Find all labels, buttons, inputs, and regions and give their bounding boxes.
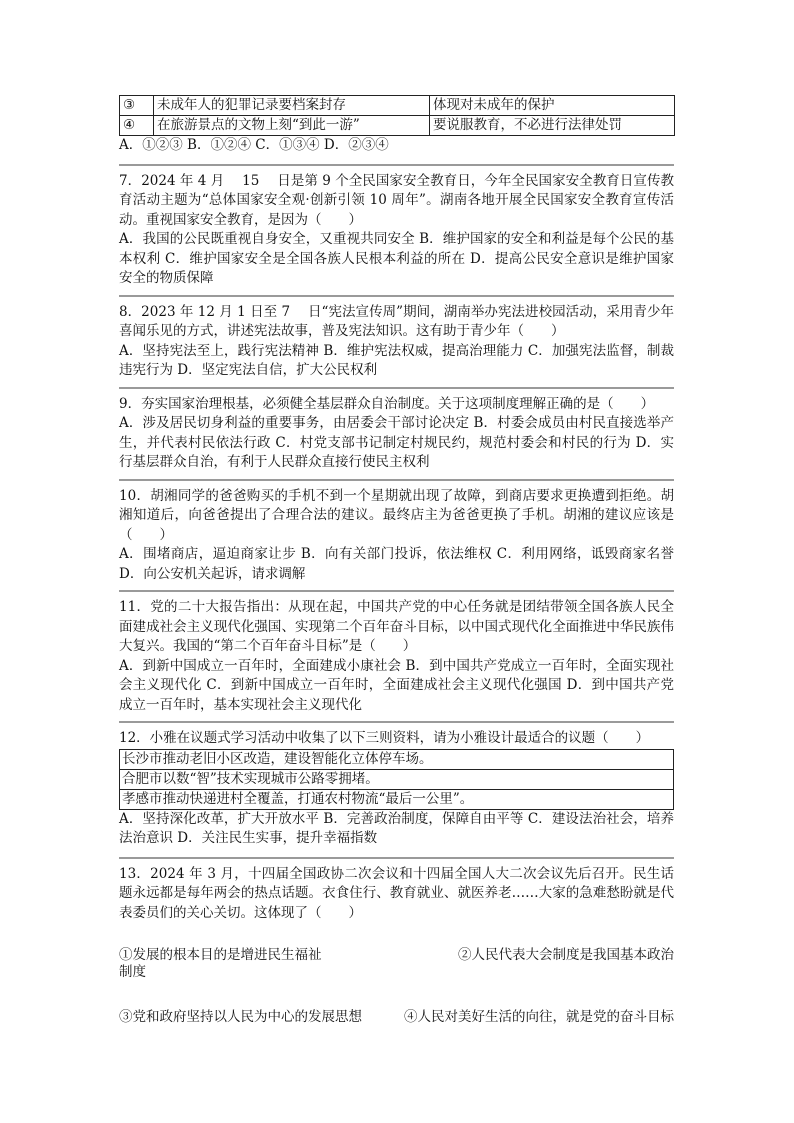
- material-text: 孝感市推动快递进村全覆盖，打通农村物流“最后一公里”。: [120, 789, 674, 809]
- material-row: [120, 789, 674, 809]
- question-options: A．围堵商店，逼迫商家让步 B．向有关部门投诉，依法维权 C．利用网络，诋毁商家名誉 D．向公安机关起诉，请求调解: [119, 546, 674, 582]
- question-options: A．坚持宪法至上，践行宪法精神 B．维护宪法权威，提高治理能力 C．加强宪法监督，制裁违宪行为 D．坚定宪法自信，扩大公民权利: [119, 342, 674, 378]
- material-row: [120, 749, 674, 769]
- question-stem: 12．小雅在议题式学习活动中收集了以下三则资料，请为小雅设计最适合的议题（ ）: [119, 730, 650, 746]
- table-row: [120, 116, 675, 136]
- question-options: A．涉及居民切身利益的重要事务，由居委会干部讨论决定 B．村委会成员由村民直接选举产生，并代表村民依法行政 C．村党支部书记制定村规民约，规范村委会和村民的行为 D．实行基层群众自治，有利于人民群众直接行使民主权利: [119, 415, 674, 470]
- question-7: [119, 164, 674, 289]
- question-stem: 13．2024 年 3 月，十四届全国政协二次会议和十四届全国人大二次会议先后召开。民生话题永远都是每年两会的热点话题。衣食住行、教育就业、就医养老……大家的急难愁盼就是代表委员们的关心关切。这体现了（ ）: [119, 865, 674, 921]
- choice-row-2: [119, 1005, 674, 1025]
- row-comment: 体现对未成年的保护: [430, 96, 675, 116]
- top-table-options: A．①②③ B．①②④ C．①③④ D．②③④: [119, 137, 389, 153]
- row-number: ③: [120, 96, 154, 116]
- question-options: A．我国的公民既重视自身安全，又重视共同安全 B．维护国家的安全和利益是每个公民的基本权利 C．维护国家安全是全国各族人民根本利益的所在 D．提高公民安全意识是维护国家安全的物质保障: [119, 231, 674, 286]
- question-stem: 9．夯实国家治理根基，必须健全基层群众自治制度。关于这项制度理解正确的是（ ）: [119, 395, 655, 412]
- choice-item-2-continued: 制度: [119, 964, 146, 980]
- row-comment: 要说服教育，不必进行法律处罚: [430, 116, 675, 136]
- page-content: [119, 95, 674, 1025]
- materials-table: [119, 749, 674, 810]
- top-table: [119, 95, 675, 136]
- material-row: [120, 769, 674, 789]
- choice-item-1: ①发展的根本目的是增进民生福祉: [119, 947, 322, 963]
- material-text: 长沙市推动老旧小区改造，建设智能化立体停车场。: [120, 749, 674, 769]
- choice-item-2: ②人民代表大会制度是我国基本政治: [458, 947, 674, 963]
- question-options: A．坚持深化改革，扩大开放水平 B．完善政治制度，保障自由平等 C．建设法治社会，培养法治意识 D．关注民生实事，提升幸福指数: [119, 810, 674, 846]
- question-8: [119, 295, 674, 381]
- question-stem: 8．2023 年 12 月 1 日至 7 日“宪法宣传周”期间，湖南举办宪法进校园活动，采用青少年喜闻乐见的方式，讲述宪法故事，普及宪法知识。这有助于青少年（ ）: [119, 303, 674, 339]
- table-row: [120, 96, 675, 116]
- question-9: [119, 387, 674, 473]
- material-text: 合肥市以数“智”技术实现城市公路零拥堵。: [120, 769, 674, 789]
- question-12: [119, 721, 674, 849]
- question-options: A．到新中国成立一百年时，全面建成小康社会 B．到中国共产党成立一百年时，全面实现社会主义现代化 C．到新中国成立一百年时，全面建成社会主义现代化强国 D．到中国共产党成立一百年时，基本实现社会主义现代化: [119, 657, 674, 713]
- choice-item-3: ③党和政府坚持以人民为中心的发展思想: [119, 1008, 362, 1025]
- question-stem: 11．党的二十大报告指出：从现在起，中国共产党的中心任务就是团结带领全国各族人民全面建成社会主义现代化强国、实现第二个百年奋斗目标，以中国式现代化全面推进中华民族伟大复兴。我国的“第二个百年奋斗目标”是（ ）: [119, 599, 674, 654]
- row-action: 在旅游景点的文物上刻“到此一游”: [154, 116, 430, 136]
- question-11: [119, 590, 674, 715]
- choice-row-1: [119, 943, 674, 963]
- question-10: [119, 479, 674, 585]
- question-stem: 10．胡湘同学的爸爸购买的手机不到一个星期就出现了故障，到商店要求更换遭到拒绝。胡湘知道后，向爸爸提出了合理合法的建议。最终店主为爸爸更换了手机。胡湘的建议应该是（ ）: [119, 487, 674, 543]
- question-stem: 7．2024 年 4 月 15 日是第 9 个全民国家安全教育日，今年全民国家安全教育日宣传教育活动主题为“总体国家安全观·创新引领 10 周年”。湖南各地开展全民国家安全教育宣传活动。重视国家安全教育，是因为（ ）: [119, 172, 674, 228]
- row-action: 未成年人的犯罪记录要档案封存: [154, 96, 430, 116]
- row-number: ④: [120, 116, 154, 136]
- choice-item-4: ④人民对美好生活的向往，就是党的奋斗目标: [404, 1008, 674, 1025]
- question-13: [119, 857, 674, 1025]
